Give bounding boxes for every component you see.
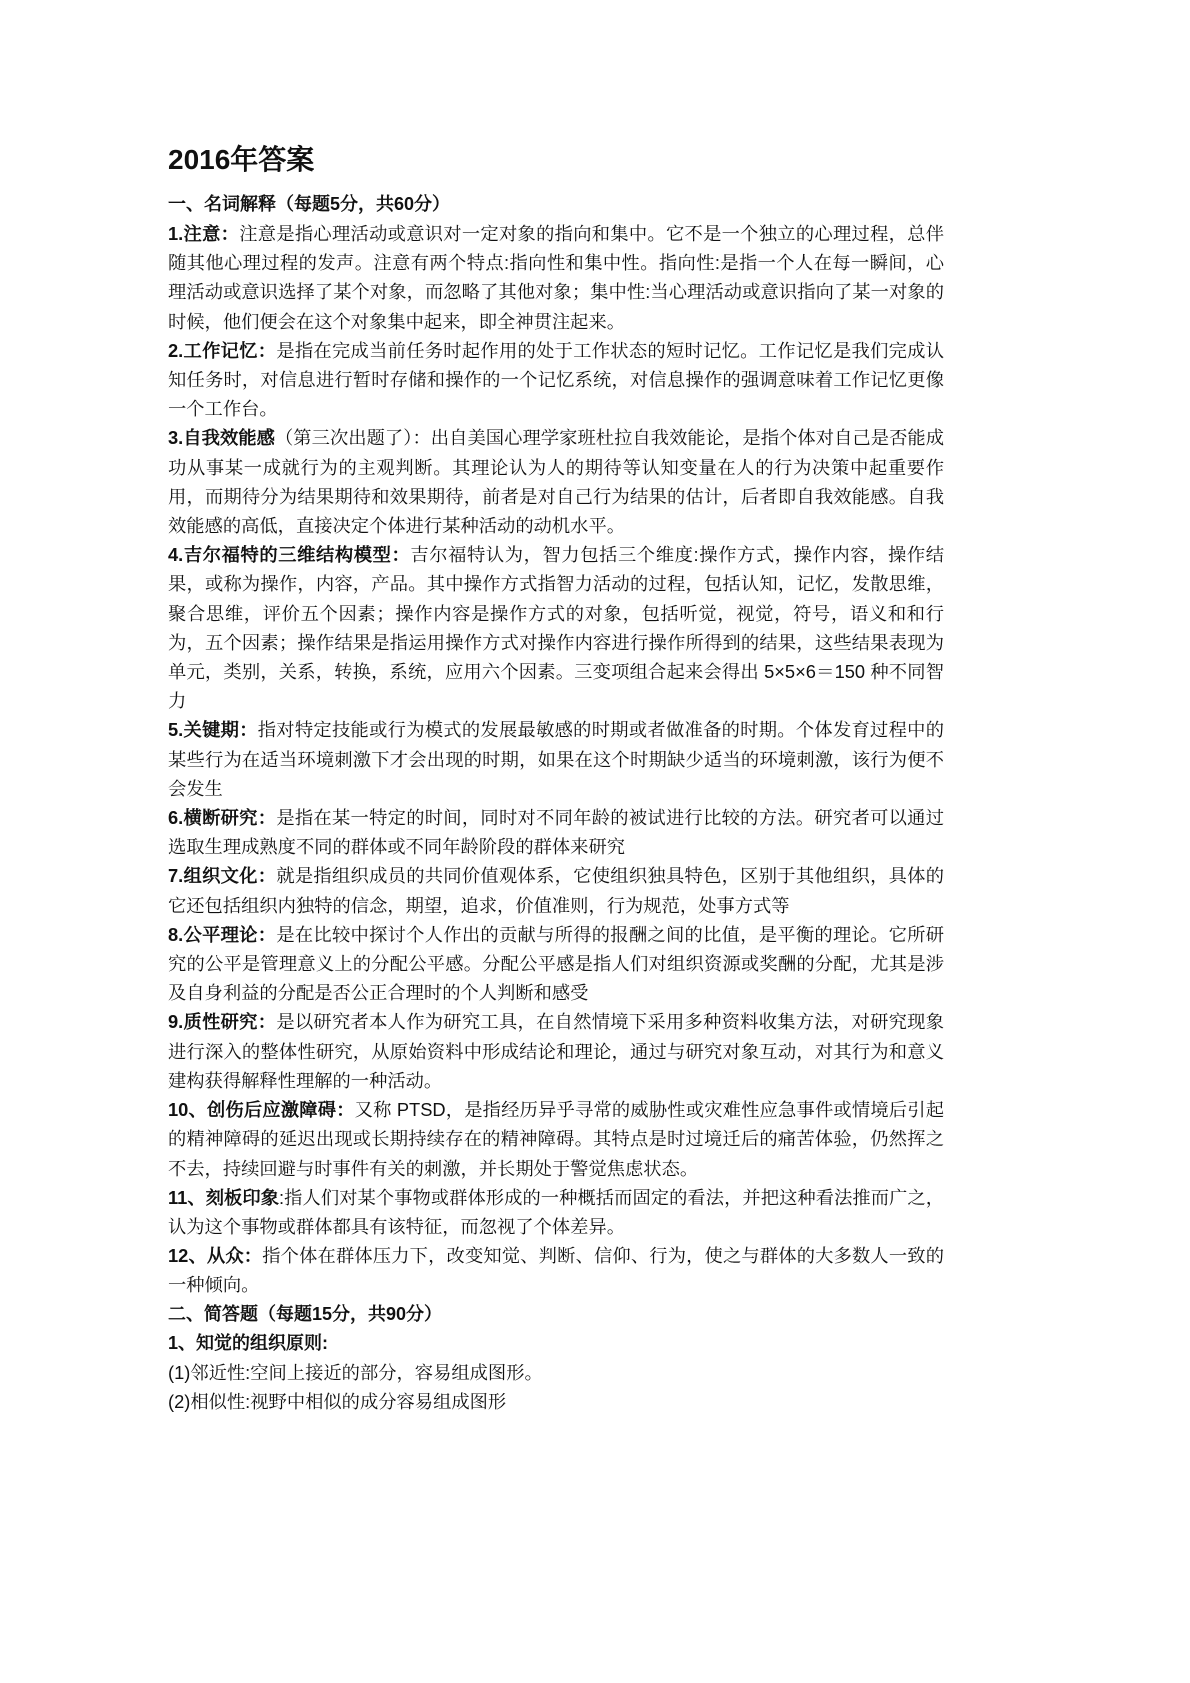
term-separator: ：	[336, 1099, 355, 1121]
term-separator: ：	[257, 865, 277, 887]
term-separator: ：	[257, 807, 277, 829]
term-body: 出自美国心理学家班杜拉自我效能论，是指个体对自己是否能成功从事某一成就行为的主观判断。其理论认为人的期待等认知变量在人的行为决策中起重要作用，而期待分为结果期待和效果期待，前者是对自己行为结果的估计，后者即自我效能感。自我效能感的高低，直接决定个体进行某种活动的动机水平。	[168, 427, 945, 537]
question-title: 1、知觉的组织原则:	[168, 1332, 329, 1353]
term-definition	[168, 336, 944, 424]
term-separator: ：	[391, 544, 411, 566]
term-body: 注意是指心理活动或意识对一定对象的指向和集中。它不是一个独立的心理过程，总伴随其他心理过程的发声。注意有两个特点:指向性和集中性。指向性:是指一个人在每一瞬间，心理活动或意识选择了某个对象，而忽略了其他对象；集中性:当心理活动或意识指向了某一对象的时候，他们便会在这个对象集中起来，即全神贯注起来。	[168, 223, 945, 332]
term-label: 4.吉尔福特的三维结构模型	[168, 544, 392, 566]
section-heading: 一、名词解释（每题5分，共60分）	[168, 194, 451, 214]
term-definition	[168, 1095, 944, 1183]
term-separator: ：	[220, 223, 240, 244]
term-definition	[168, 803, 944, 861]
term-label: 5.关键期	[168, 719, 240, 741]
term-body: 是以研究者本人作为研究工具，在自然情境下采用多种资料收集方法，对研究现象进行深入的整体性研究，从原始资料中形成结论和理论，通过与研究对象互动，对其行为和意义建构获得解释性理解的一种活动。	[168, 1011, 945, 1091]
term-separator: ：	[257, 1011, 277, 1033]
term-separator: ：	[257, 923, 277, 945]
term-label: 11、刻板印象	[168, 1186, 280, 1208]
page-title: 2016年答案	[168, 144, 315, 175]
term-label: 8.公平理论	[168, 923, 258, 945]
term-label: 1.注意	[168, 223, 221, 244]
term-label: 12、从众	[168, 1245, 244, 1267]
term-definition	[168, 861, 944, 919]
section-heading: 二、简答题（每题15分，共90分）	[168, 1303, 443, 1324]
term-separator: ：	[239, 719, 258, 741]
term-definition	[168, 1183, 944, 1241]
term-separator: ：	[257, 339, 277, 361]
term-label: 6.横断研究	[168, 807, 258, 829]
term-label: 7.组织文化	[168, 865, 258, 887]
term-definition	[168, 920, 944, 1008]
term-separator: ：	[243, 1245, 263, 1267]
document-page	[168, 142, 944, 1416]
term-body: 是指在某一特定的时间，同时对不同年龄的被试进行比较的方法。研究者可以通过选取生理成熟度不同的群体或不同年龄阶段的群体来研究	[168, 807, 945, 858]
term-definition	[168, 423, 944, 540]
term-list	[168, 219, 944, 1300]
term-definition	[168, 715, 944, 803]
answer-line: (2)相似性:视野中相似的成分容易组成图形	[168, 1390, 507, 1412]
term-body: 就是指组织成员的共同价值观体系，它使组织独具特色，区别于其他组织，具体的它还包括组织内独特的信念，期望，追求，价值准则，行为规范，处事方式等	[168, 865, 945, 916]
term-definition	[168, 540, 944, 715]
term-label: 10、创伤后应激障碍	[168, 1099, 337, 1121]
term-body: 吉尔福特认为，智力包括三个维度:操作方式，操作内容，操作结果，或称为操作，内容，产品。其中操作方式指智力活动的过程，包括认知，记忆，发散思维，聚合思维，评价五个因素；操作内容是操作方式的对象，包括听觉，视觉，符号，语义和和行为，五个因素；操作结果是指运用操作方式对操作内容进行操作所得到的结果，这些结果表现为单元，类别，关系，转换，系统，应用六个因素。三变项组合起来会得出 5×5×6＝150 种不同智力	[168, 544, 944, 712]
term-definition	[168, 1241, 944, 1299]
term-label: 9.质性研究	[168, 1011, 258, 1033]
term-body: 又称 PTSD，是指经历异乎寻常的威胁性或灾难性应急事件或情境后引起的精神障碍的延迟出现或长期持续存在的精神障碍。其特点是时过境迁后的痛苦体验，仍然挥之不去，持续回避与时事件有关的刺激，并长期处于警觉焦虑状态。	[168, 1099, 944, 1179]
term-label: 3.自我效能感	[168, 427, 275, 449]
term-body: 是在比较中探讨个人作出的贡献与所得的报酬之间的比值，是平衡的理论。它所研究的公平是管理意义上的分配公平感。分配公平感是指人们对组织资源或奖酬的分配，尤其是涉及自身利益的分配是否公正合理时的个人判断和感受	[168, 923, 945, 1004]
term-separator: :	[279, 1186, 285, 1208]
term-body: 指个体在群体压力下，改变知觉、判断、信仰、行为，使之与群体的大多数人一致的一种倾向。	[168, 1245, 945, 1296]
term-body: 是指在完成当前任务时起作用的处于工作状态的短时记忆。工作记忆是我们完成认知任务时，对信息进行暂时存储和操作的一个记忆系统，对信息操作的强调意味着工作记忆更像一个工作台。	[168, 339, 945, 420]
term-body: 指人们对某个事物或群体形成的一种概括而固定的看法，并把这种看法推而广之，认为这个事物或群体都具有该特征，而忽视了个体差异。	[168, 1186, 945, 1237]
term-definition	[168, 1007, 944, 1095]
term-body: 指对特定技能或行为模式的发展最敏感的时期或者做准备的时期。个体发育过程中的某些行为在适当环境刺激下才会出现的时期，如果在这个时期缺少适当的环境刺激，该行为便不会发生	[168, 719, 945, 799]
term-separator: （第三次出题了）：	[274, 427, 431, 449]
term-definition	[168, 219, 944, 336]
term-label: 2.工作记忆	[168, 339, 258, 361]
answer-line: (1)邻近性:空间上接近的部分，容易组成图形。	[168, 1361, 543, 1383]
